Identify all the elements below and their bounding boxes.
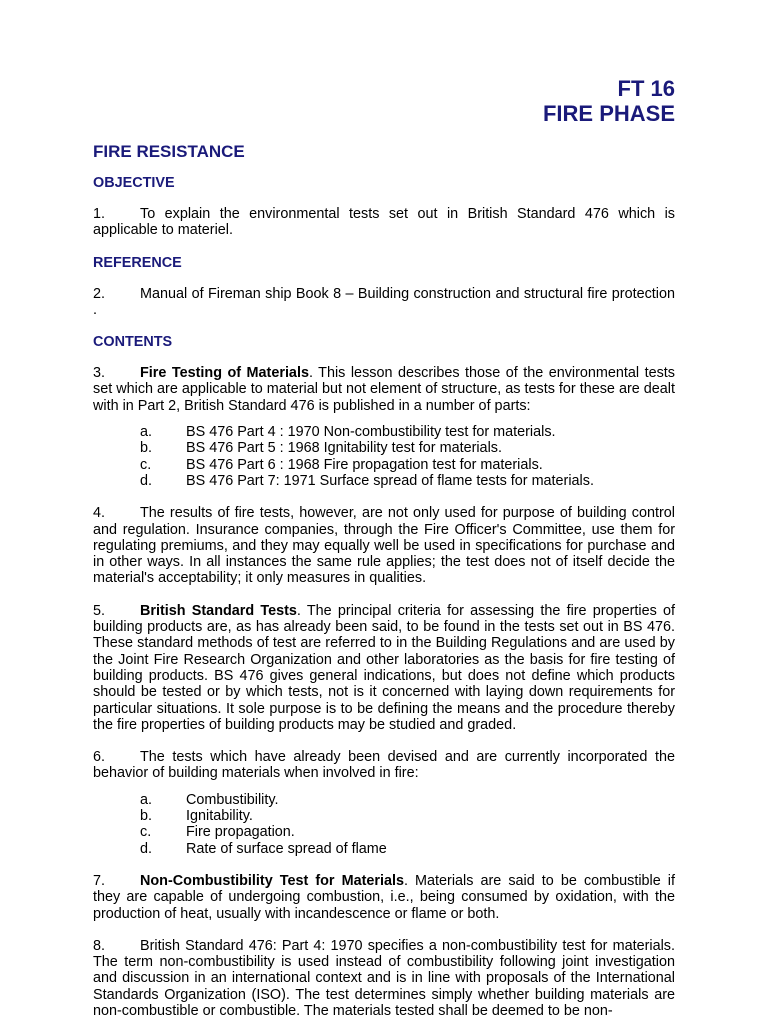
paragraph-number: 8.	[93, 937, 106, 954]
paragraph-text: To explain the environmental tests set out in British Standard 476 which is applicable to materiel.	[93, 206, 675, 239]
paragraph-3	[93, 365, 675, 414]
phase-title: FIRE PHASE	[542, 101, 675, 126]
paragraph-number: 7.	[93, 872, 106, 889]
fire-behavior-list	[140, 792, 675, 857]
document-header	[543, 76, 675, 126]
paragraph-lead: Fire Testing of Materials	[140, 365, 309, 382]
paragraph-lead: British Standard Tests	[140, 602, 297, 619]
paragraph-text: . This lesson describes those of the environmental tests set which are applicable to material but not element of structure, as tests for these are dealt with in Part 2, British Standard 476 is published in a number of parts:	[93, 365, 675, 414]
list-item: b. Ignitability.	[140, 808, 253, 825]
paragraph-number: 2.	[93, 285, 106, 302]
paragraph-number: 3.	[93, 365, 106, 382]
paragraph-text: British Standard 476: Part 4: 1970 specifies a non-combustibility test for materials. The term non-combustibility is used instead of combustibility following joint investigation and discussion in an international context and is in line with proposals of the International Standards Organization (ISO). The test determines simply whether building materials are non-combustible or combustible. The materials tested shall be deemed to be non-	[93, 937, 675, 1019]
list-item: a. Combustibility.	[140, 791, 279, 808]
list-item: b. BS 476 Part 5 : 1968 Ignitability test for materials.	[140, 440, 502, 457]
paragraph-lead: Non-Combustibility Test for Materials	[140, 872, 404, 889]
reference-heading: REFERENCE	[93, 254, 182, 271]
page-title: FIRE RESISTANCE	[93, 142, 245, 161]
paragraph-number: 1.	[93, 206, 106, 222]
list-item: c. Fire propagation.	[140, 824, 295, 841]
objective-heading: OBJECTIVE	[93, 175, 175, 191]
paragraph-text: . The principal criteria for assessing the fire properties of building products are, as has already been said, to be found in the tests set out in BS 476. These standard methods of test are referred to in the Building Regulations and are used by the Joint Fire Research Organization and other laboratories as the basis for fire testing of building products. BS 476 gives general indications, but does not define which products should be tested or by which tests, not is it concerned with laying down requirements for particular situations. It sole purpose is to be defining the means and the procedure thereby the fire properties of building products may be studied and graded.	[93, 602, 675, 733]
document-body	[93, 141, 675, 1035]
paragraph-7	[93, 873, 675, 922]
paragraph-text: The tests which have already been devised and are currently incorporated the behavior of building materials when involved in fire:	[93, 749, 675, 782]
bs476-parts-list	[140, 424, 675, 489]
paragraph-text: . Materials are said to be combustible if they are capable of undergoing combustion, i.e., being consumed by oxidation, with the production of heat, usually with incandescence or flame or both.	[93, 872, 675, 922]
paragraph-number: 6.	[93, 749, 106, 766]
contents-heading: CONTENTS	[93, 334, 173, 351]
objective-paragraph	[93, 206, 675, 239]
course-code: FT 16	[617, 76, 675, 101]
paragraph-5	[93, 603, 675, 733]
paragraph-number: 4.	[93, 505, 106, 522]
paragraph-4	[93, 505, 675, 586]
list-item: d. Rate of surface spread of flame	[140, 840, 387, 857]
list-item: a. BS 476 Part 4 : 1970 Non-combustibility test for materials.	[140, 424, 556, 441]
paragraph-6	[93, 749, 675, 782]
paragraph-text: Manual of Fireman ship Book 8 – Building construction and structural fire protection .	[93, 285, 675, 318]
paragraph-text: The results of fire tests, however, are not only used for purpose of building control and regulation. Insurance companies, through the Fire Officer's Committee, use them for regulating premiums, and they may equally well be used in specifications for purchase and in other ways. In all instances the same rule applies; the test does not of itself decide the material's acceptability; it only measures in qualities.	[93, 505, 675, 587]
paragraph-8	[93, 938, 675, 1019]
list-item: d. BS 476 Part 7: 1971 Surface spread of flame tests for materials.	[140, 472, 594, 489]
paragraph-number: 5.	[93, 602, 106, 619]
reference-paragraph	[93, 286, 675, 319]
list-item: c. BS 476 Part 6 : 1968 Fire propagation test for materials.	[140, 456, 543, 473]
